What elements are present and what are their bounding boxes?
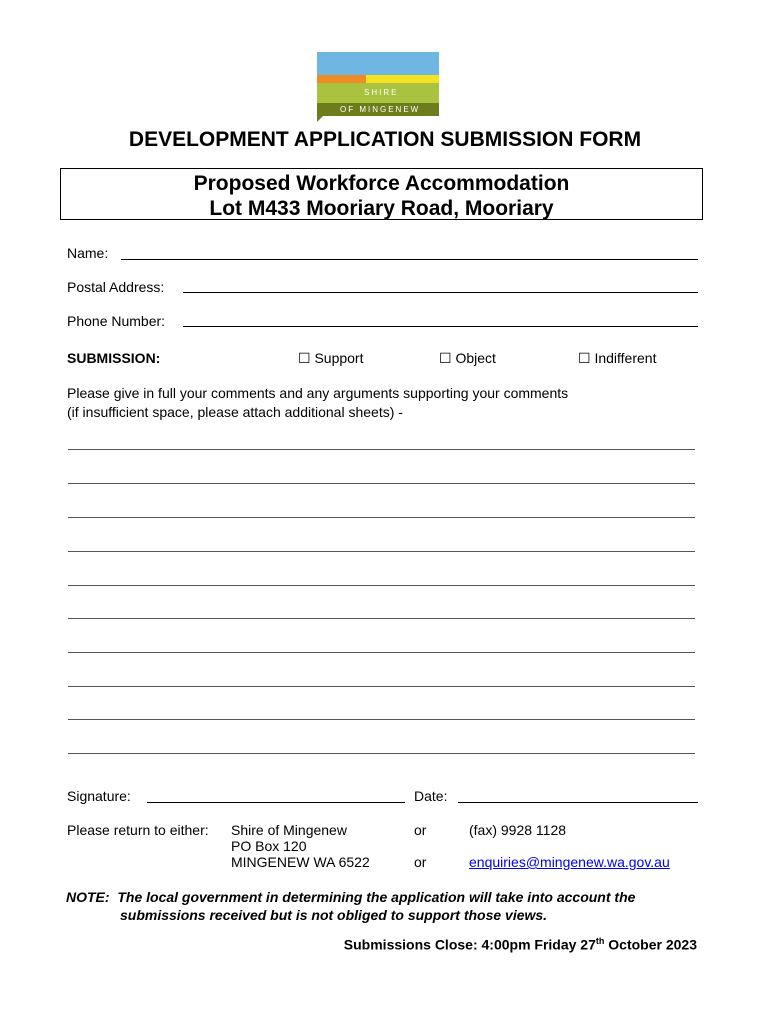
address-line: MINGENEW WA 6522 — [231, 854, 370, 870]
phone-label: Phone Number: — [67, 313, 166, 329]
or-text: or — [414, 822, 427, 838]
logo-text-mingenew: OF MINGENEW — [340, 105, 421, 114]
or-text: or — [414, 854, 427, 870]
name-field[interactable] — [121, 259, 698, 260]
support-label: Support — [314, 350, 364, 366]
proposal-location: Lot M433 Mooriary Road, Mooriary — [209, 197, 554, 220]
comment-line[interactable] — [68, 517, 695, 518]
comments-instruction-line: (if insufficient space, please attach additional sheets) - — [67, 404, 403, 420]
comment-line[interactable] — [68, 483, 695, 484]
checkbox-icon[interactable]: ☐ — [578, 350, 591, 366]
object-option[interactable] — [439, 350, 496, 367]
support-option[interactable] — [298, 350, 364, 367]
note-prefix: NOTE: — [66, 889, 110, 905]
close-sup: th — [595, 936, 605, 946]
submissions-close — [344, 936, 697, 953]
return-label: Please return to either: — [67, 822, 209, 838]
fax-number: (fax) 9928 1128 — [469, 822, 567, 838]
comment-line[interactable] — [68, 585, 695, 586]
checkbox-icon[interactable]: ☐ — [439, 350, 452, 366]
address-line: Shire of Mingenew — [231, 822, 347, 838]
comment-line[interactable] — [68, 719, 695, 720]
close-text: October 2023 — [604, 936, 697, 953]
comments-instructions — [67, 384, 568, 422]
comments-instruction-line: Please give in full your comments and any arguments supporting your comments — [67, 385, 569, 401]
proposal-title: Proposed Workforce Accommodation — [193, 172, 570, 195]
note-text: submissions received but is not obliged to support those views. — [120, 907, 548, 923]
comment-line[interactable] — [68, 652, 695, 653]
proposal-title-box — [60, 168, 703, 220]
comment-line[interactable] — [68, 686, 695, 687]
shire-logo — [317, 52, 439, 120]
date-field[interactable] — [458, 802, 698, 803]
email-link[interactable]: enquiries@mingenew.wa.gov.au — [469, 854, 670, 870]
signature-field[interactable] — [147, 802, 405, 803]
indifferent-option[interactable] — [578, 350, 656, 367]
name-label: Name: — [67, 245, 109, 261]
form-heading: DEVELOPMENT APPLICATION SUBMISSION FORM — [128, 128, 642, 151]
postal-address-label: Postal Address: — [67, 279, 165, 295]
indifferent-label: Indifferent — [594, 350, 657, 366]
postal-address-field[interactable] — [183, 292, 698, 293]
note — [66, 888, 706, 924]
comment-line[interactable] — [68, 753, 695, 754]
date-label: Date: — [414, 788, 448, 804]
note-text: The local government in determining the application will take into account the — [117, 889, 636, 905]
object-label: Object — [455, 350, 496, 366]
logo-text-shire: SHIRE — [364, 88, 399, 97]
comment-line[interactable] — [68, 551, 695, 552]
signature-label: Signature: — [67, 788, 131, 804]
comment-line[interactable] — [68, 618, 695, 619]
return-address — [231, 822, 370, 870]
submission-label: SUBMISSION: — [67, 350, 161, 366]
comment-line[interactable] — [68, 449, 695, 450]
checkbox-icon[interactable]: ☐ — [298, 350, 311, 366]
phone-field[interactable] — [183, 326, 698, 327]
close-text: Submissions Close: 4:00pm Friday 27 — [343, 936, 596, 953]
address-line: PO Box 120 — [231, 838, 307, 854]
